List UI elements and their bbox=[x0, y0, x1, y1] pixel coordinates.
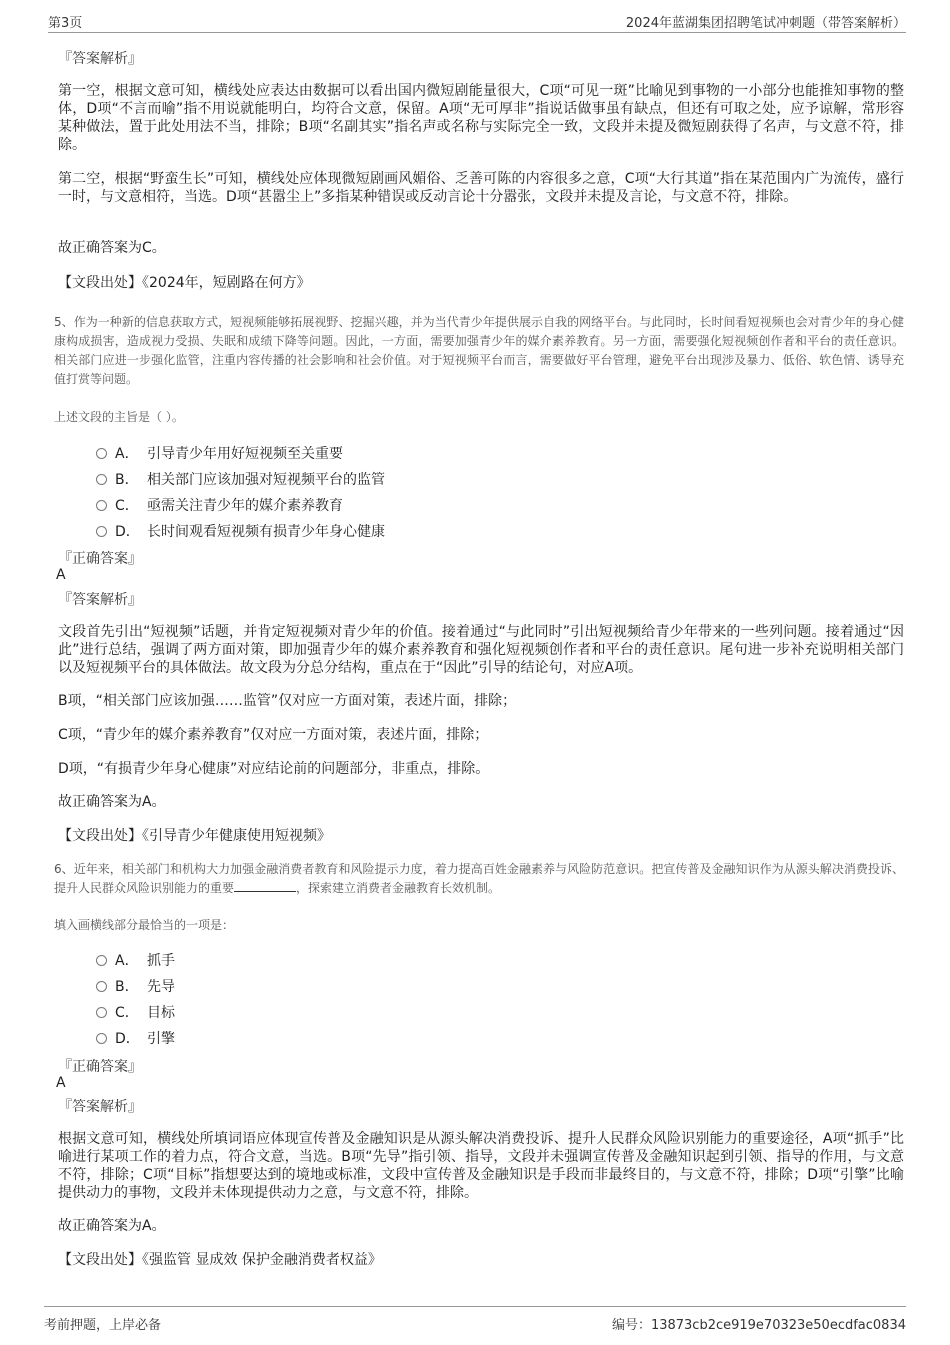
radio-icon[interactable] bbox=[96, 955, 107, 966]
correct-answer-label: 『正确答案』 bbox=[58, 1059, 142, 1075]
question-6-stem: 填入画横线部分最恰当的一项是： bbox=[54, 918, 235, 932]
correct-answer-label: 『正确答案』 bbox=[58, 551, 142, 567]
analysis-label: 『答案解析』 bbox=[58, 1099, 142, 1115]
footer-slogan: 考前押题，上岸必备 bbox=[44, 1318, 162, 1333]
correct-answer: A bbox=[56, 1075, 66, 1091]
analysis-paragraph: 第二空，根据“野蛮生长”可知，横线处应体现微短剧画风媚俗、乏善可陈的内容很多之意，C项“大行其道”指在某范围内广为流传，盛行一时，与文意相符，当选。D项“甚嚣尘上”多指某种错误或反动言论十分嚣张，文段并未提及言论，与文意不符，排除。 bbox=[58, 171, 904, 205]
analysis-paragraph: 根据文意可知，横线处所填词语应体现宣传普及金融知识是从源头解决消费投诉、提升人民群众风险识别能力的重要途径，A项“抓手”比喻进行某项工作的着力点，符合文意，当选。B项“先导”指引领、指导，文段并未强调宣传普及金融知识起到引领、指导的作用，与文意不符，排除；C项“目标”指想要达到的境地或标准，文段中宣传普及金融知识是手段而非最终目的，与文意不符，排除；D项“引擎”比喻提供动力的事物，文段并未体现提供动力之意，与文意不符，排除。 bbox=[58, 1131, 904, 1201]
analysis-paragraph: B项，“相关部门应该加强……监管”仅对应一方面对策，表述片面，排除； bbox=[58, 693, 517, 709]
radio-icon[interactable] bbox=[96, 474, 107, 485]
radio-icon[interactable] bbox=[96, 1007, 107, 1018]
radio-icon[interactable] bbox=[96, 448, 107, 459]
correct-answer: A bbox=[56, 567, 66, 583]
analysis-label: 『答案解析』 bbox=[58, 51, 142, 67]
document-title: 2024年蓝湖集团招聘笔试冲刺题（带答案解析） bbox=[625, 16, 906, 31]
answer-conclusion: 故正确答案为A。 bbox=[58, 1218, 166, 1234]
option-b[interactable]: B． 相关部门应该加强对短视频平台的监管 bbox=[96, 469, 385, 489]
question-5-text: 5、作为一种新的信息获取方式，短视频能够拓展视野、挖掘兴趣，并为当代青少年提供展示自我的网络平台。与此同时，长时间看短视频也会对青少年的身心健康构成损害，造成视力受损、失眠和成绩下降等问题。因此，一方面，需要加强青少年的媒介素养教育。另一方面，需要强化短视频创作者和平台的责任意识。相关部门应进一步强化监管，注重内容传播的社会影响和社会价值。对于短视频平台而言，需要做好平台管理，避免平台出现涉及暴力、低俗、软色情、诱导充值打赏等问题。 bbox=[54, 315, 904, 386]
option-c[interactable]: C． 亟需关注青少年的媒介素养教育 bbox=[96, 495, 343, 515]
option-d[interactable]: D． 引擎 bbox=[96, 1028, 175, 1048]
question-5-stem: 上述文段的主旨是（ ）。 bbox=[54, 410, 184, 424]
analysis-paragraph: D项，“有损青少年身心健康”对应结论前的问题部分，非重点，排除。 bbox=[58, 761, 490, 777]
option-b[interactable]: B． 先导 bbox=[96, 976, 175, 996]
answer-conclusion: 故正确答案为A。 bbox=[58, 794, 166, 810]
analysis-paragraph: 第一空，根据文意可知，横线处应表达由数据可以看出国内微短剧能量很大，C项“可见一斑”比喻见到事物的一小部分也能推知事物的整体，D项“不言而喻”指不用说就能明白，均符合文意，保留。A项“无可厚非”指说话做事虽有缺点，但还有可取之处，应予谅解，常形容某种做法，置于此处用法不当，排除；B项“名副其实”指名声或名称与实际完全一致，文段并未提及微短剧获得了名声，与文意不符，排除。 bbox=[58, 83, 904, 153]
passage-source: 【文段出处】《强监管 显成效 保护金融消费者权益》 bbox=[58, 1252, 382, 1268]
page-footer bbox=[44, 1306, 906, 1333]
passage-source: 【文段出处】《引导青少年健康使用短视频》 bbox=[58, 828, 331, 844]
question-6-text: 6、近年来，相关部门和机构大力加强金融消费者教育和风险提示力度，着力提高百姓金融素养与风险防范意识。把宣传普及金融知识作为从源头解决消费投诉、提升人民群众风险识别能力的重要 ，探索建立消费者金融教育长效机制。 bbox=[54, 862, 904, 895]
option-a[interactable]: A． 引导青少年用好短视频至关重要 bbox=[96, 443, 343, 463]
analysis-paragraph: C项，“青少年的媒介素养教育”仅对应一方面对策，表述片面，排除； bbox=[58, 727, 489, 743]
radio-icon[interactable] bbox=[96, 526, 107, 537]
radio-icon[interactable] bbox=[96, 981, 107, 992]
page-number: 第3页 bbox=[48, 16, 83, 31]
passage-source: 【文段出处】《2024年，短剧路在何方》 bbox=[58, 275, 311, 291]
option-d[interactable]: D． 长时间观看短视频有损青少年身心健康 bbox=[96, 521, 385, 541]
fill-blank bbox=[234, 879, 296, 892]
analysis-paragraph: 文段首先引出“短视频”话题，并肯定短视频对青少年的价值。接着通过“与此同时”引出短视频给青少年带来的一些列问题。接着通过“因此”进行总结，强调了两方面对策，即加强青少年的媒介素养教育和强化短视频创作者和平台的责任意识。尾句进一步补充说明相关部门以及短视频平台的具体做法。故文段为分总分结构，重点在于“因此”引导的结论句，对应A项。 bbox=[58, 624, 904, 676]
option-c[interactable]: C． 目标 bbox=[96, 1002, 175, 1022]
option-a[interactable]: A． 抓手 bbox=[96, 950, 175, 970]
radio-icon[interactable] bbox=[96, 1033, 107, 1044]
document-id: 编号：13873cb2ce919e70323e50ecdfac0834 bbox=[611, 1318, 906, 1333]
radio-icon[interactable] bbox=[96, 500, 107, 511]
answer-conclusion: 故正确答案为C。 bbox=[58, 240, 166, 256]
page-header bbox=[48, 12, 906, 33]
analysis-label: 『答案解析』 bbox=[58, 592, 142, 608]
